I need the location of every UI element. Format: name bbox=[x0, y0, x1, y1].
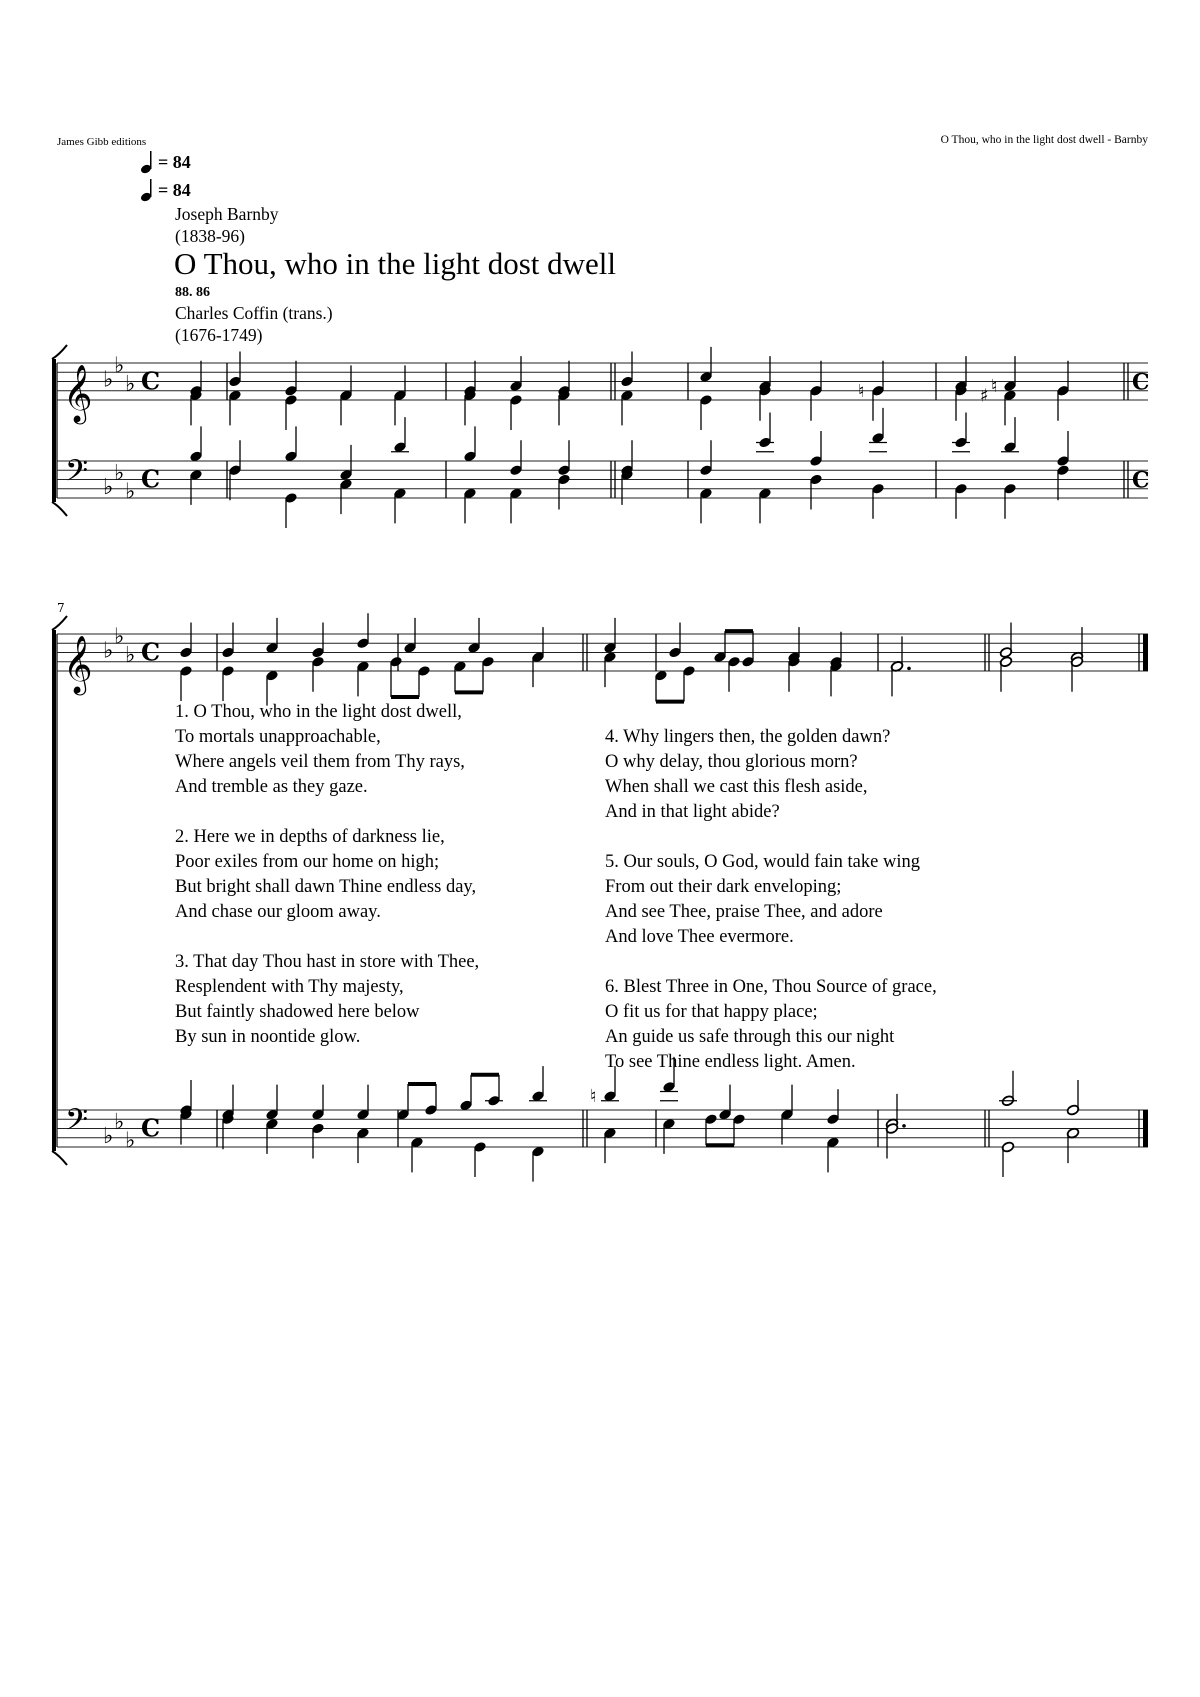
verse-1 bbox=[175, 700, 479, 800]
verse-line: 5. Our souls, O God, would fain take wing bbox=[605, 852, 920, 872]
verse-line: From out their dark enveloping; bbox=[605, 877, 842, 897]
chord bbox=[620, 440, 634, 505]
score-system bbox=[52, 345, 1150, 528]
verse-line: 1. O Thou, who in the light dost dwell, bbox=[175, 702, 462, 722]
bracket-hook bbox=[52, 616, 67, 630]
translator-name: Charles Coffin (trans.) bbox=[175, 303, 333, 323]
bass-clef-icon: 𝄢 bbox=[65, 454, 89, 496]
chord bbox=[356, 613, 370, 696]
chord bbox=[952, 413, 970, 519]
chord bbox=[758, 356, 772, 421]
verse-line: By sun in noontide glow. bbox=[175, 1027, 361, 1047]
chord bbox=[1066, 1080, 1080, 1163]
flat-icon: ♭ bbox=[125, 1128, 136, 1154]
system-bracket bbox=[52, 359, 56, 502]
chord bbox=[1001, 417, 1019, 519]
final-barline bbox=[1143, 1110, 1148, 1147]
chord bbox=[699, 347, 713, 430]
treble-staff bbox=[57, 613, 1148, 705]
verse-line: 3. That day Thou hast in store with Thee, bbox=[175, 952, 480, 972]
chord bbox=[999, 623, 1013, 692]
bracket-hook bbox=[52, 502, 67, 516]
verse-line: Poor exiles from our home on high; bbox=[175, 852, 440, 872]
verse-line: To see Thine endless light. Amen. bbox=[605, 1052, 856, 1072]
flat-icon: ♭ bbox=[114, 624, 125, 650]
flat-icon: ♭ bbox=[125, 643, 136, 669]
chord bbox=[885, 1094, 906, 1159]
chord bbox=[453, 618, 495, 693]
chord bbox=[228, 440, 242, 500]
treble-clef-icon: 𝄞 bbox=[63, 635, 93, 693]
bracket-hook bbox=[52, 345, 67, 359]
verse-line: An guide us safe through this our night bbox=[605, 1027, 895, 1047]
composer-dates: (1838-96) bbox=[175, 226, 245, 246]
verse-line: When shall we cast this flesh aside, bbox=[605, 777, 868, 797]
chord bbox=[869, 408, 887, 519]
verse-6 bbox=[605, 975, 937, 1075]
measure-number: 7 bbox=[57, 601, 65, 615]
verse-3 bbox=[175, 950, 479, 1050]
flat-icon: ♭ bbox=[125, 479, 136, 505]
flat-icon: ♭ bbox=[103, 1123, 114, 1149]
chord bbox=[179, 1080, 193, 1145]
treble-staff bbox=[57, 347, 1150, 430]
chord bbox=[509, 356, 523, 430]
translator-dates: (1676-1749) bbox=[175, 325, 263, 345]
verse-line: 4. Why lingers then, the golden dawn? bbox=[605, 727, 891, 747]
chord bbox=[557, 361, 571, 426]
chord bbox=[890, 636, 911, 696]
composer-name: Joseph Barnby bbox=[175, 204, 279, 224]
bass-clef-icon: 𝄢 bbox=[65, 1103, 89, 1145]
final-barline bbox=[1143, 634, 1148, 671]
common-time-icon: C bbox=[1132, 467, 1150, 494]
verses-left-column bbox=[175, 700, 479, 1075]
flat-icon: ♭ bbox=[125, 372, 136, 398]
tempo-value: = 84 bbox=[158, 179, 191, 200]
verse-line: To mortals unapproachable, bbox=[175, 727, 381, 747]
tempo-value: = 84 bbox=[158, 151, 191, 172]
verse-line: Where angels veil them from Thy rays, bbox=[175, 752, 465, 772]
chord bbox=[809, 361, 823, 421]
verse-2 bbox=[175, 825, 479, 925]
flat-icon: ♭ bbox=[103, 474, 114, 500]
publisher-label: James Gibb editions bbox=[57, 136, 147, 148]
bracket-hook bbox=[52, 1151, 67, 1165]
page-title: O Thou, who in the light dost dwell bbox=[174, 246, 617, 281]
common-time-icon: C bbox=[141, 464, 161, 494]
chord bbox=[1056, 361, 1070, 421]
chord bbox=[756, 413, 774, 524]
chord bbox=[1056, 431, 1070, 500]
flat-icon: ♭ bbox=[114, 460, 125, 486]
chord bbox=[339, 365, 353, 425]
chord bbox=[284, 361, 298, 430]
verse-line: And chase our gloom away. bbox=[175, 902, 381, 922]
common-time-icon: C bbox=[141, 366, 161, 396]
chord bbox=[189, 361, 203, 426]
verse-line: But faintly shadowed here below bbox=[175, 1002, 420, 1022]
common-time-icon: C bbox=[141, 637, 161, 667]
verse-line: And love Thee evermore. bbox=[605, 927, 794, 947]
chord bbox=[999, 1071, 1017, 1177]
bass-staff bbox=[57, 1057, 1148, 1182]
chord bbox=[393, 365, 407, 425]
augmentation-dot bbox=[907, 667, 911, 671]
flat-icon: ♭ bbox=[114, 353, 125, 379]
verse-line: O why delay, thou glorious morn? bbox=[605, 752, 858, 772]
chord bbox=[954, 356, 968, 421]
chord bbox=[1070, 627, 1084, 692]
augmentation-dot bbox=[902, 1124, 906, 1128]
chord bbox=[463, 426, 477, 523]
sharp-icon: ♯ bbox=[980, 385, 989, 407]
bass-staff bbox=[57, 408, 1150, 528]
common-time-icon: C bbox=[1132, 369, 1150, 396]
chord bbox=[713, 631, 755, 692]
chord bbox=[221, 1085, 235, 1150]
verse-line: 6. Blest Three in One, Thou Source of grace, bbox=[605, 977, 937, 997]
chord bbox=[787, 627, 801, 692]
natural-icon: ♮ bbox=[858, 380, 865, 402]
chord bbox=[356, 1085, 370, 1164]
chord bbox=[531, 627, 545, 687]
verse-line: But bright shall dawn Thine endless day, bbox=[175, 877, 477, 897]
flat-icon: ♭ bbox=[103, 638, 114, 664]
system-bracket bbox=[52, 630, 56, 1151]
verses-right-column bbox=[605, 725, 937, 1100]
running-title: O Thou, who in the light dost dwell - Barnby bbox=[940, 134, 1148, 146]
verse-line: 2. Here we in depths of darkness lie, bbox=[175, 827, 445, 847]
chord bbox=[459, 1075, 503, 1177]
verse-5 bbox=[605, 850, 937, 950]
natural-icon: ♮ bbox=[991, 376, 998, 398]
verse-line: And in that light abide? bbox=[605, 802, 780, 822]
chord bbox=[311, 623, 325, 692]
common-time-icon: C bbox=[141, 1113, 161, 1143]
verse-4 bbox=[605, 725, 937, 825]
meter-label: 88. 86 bbox=[175, 285, 210, 300]
chord bbox=[699, 440, 713, 523]
chord bbox=[557, 440, 571, 509]
chord bbox=[826, 1089, 840, 1172]
chord bbox=[829, 632, 843, 697]
chord bbox=[529, 1066, 547, 1182]
verse-line: Resplendent with Thy majesty, bbox=[175, 977, 404, 997]
flat-icon: ♭ bbox=[103, 367, 114, 393]
chord bbox=[463, 361, 477, 426]
flat-icon: ♭ bbox=[114, 1109, 125, 1135]
treble-clef-icon: 𝄞 bbox=[63, 364, 93, 422]
verse-line: O fit us for that happy place; bbox=[605, 1002, 818, 1022]
verse-line: And tremble as they gaze. bbox=[175, 777, 368, 797]
chord bbox=[189, 426, 203, 505]
verse-line: And see Thee, praise Thee, and adore bbox=[605, 902, 883, 922]
chord bbox=[284, 426, 298, 528]
natural-icon: ♮ bbox=[590, 1086, 597, 1108]
chord bbox=[509, 440, 523, 523]
chord bbox=[389, 618, 431, 697]
